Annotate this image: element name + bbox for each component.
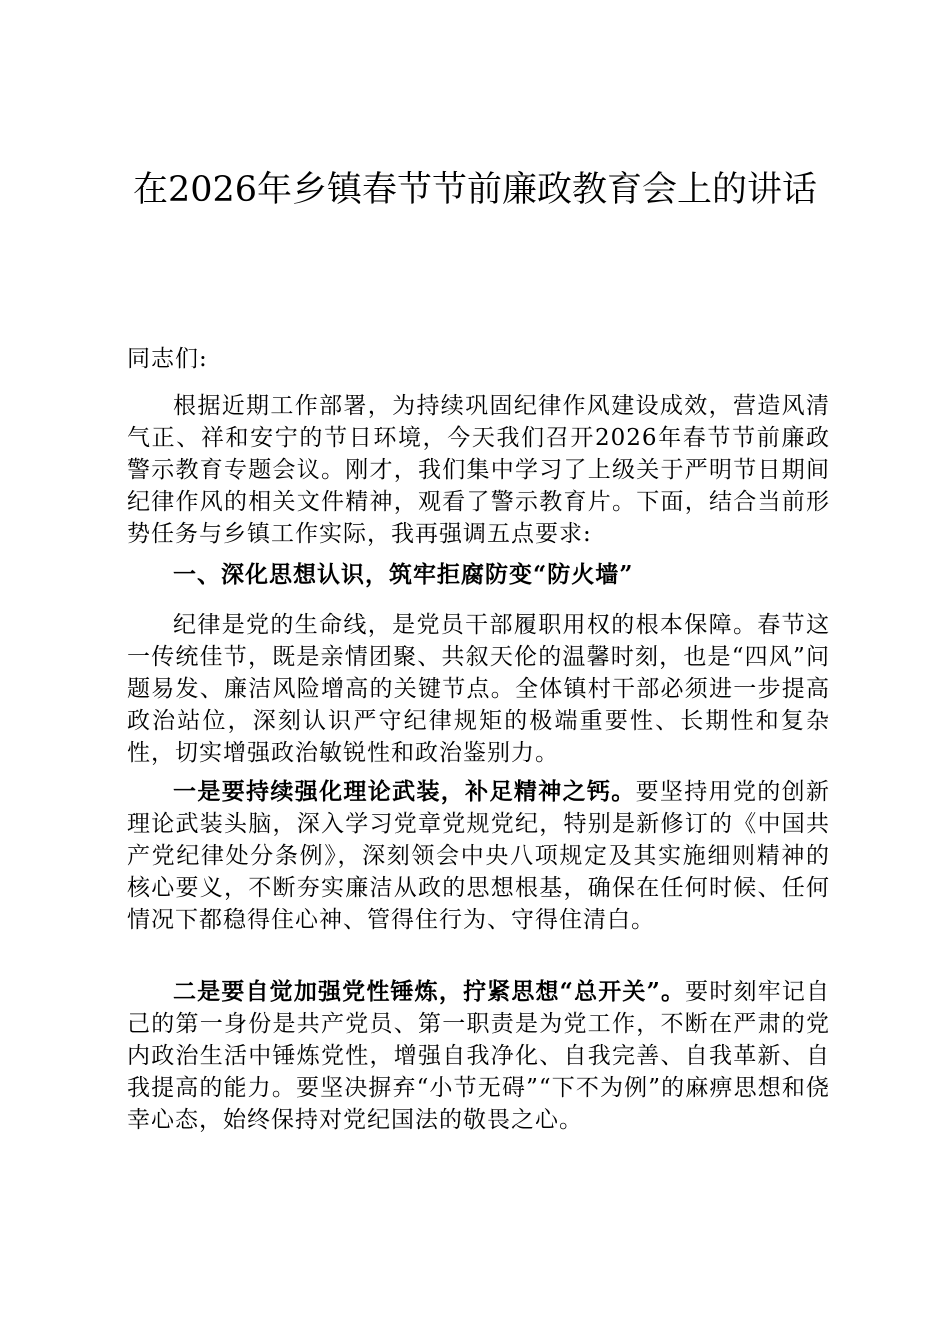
salutation: 同志们: [127, 346, 208, 372]
point-1-lead: 一是要持续强化理论武装，补足精神之钙。 [173, 778, 636, 805]
intro-paragraph: 根据近期工作部署，为持续巩固纪律作风建设成效，营造风清气正、祥和安宁的节日环境，今天我们召开2026年春节节前廉政警示教育专题会议。刚才，我们集中学习了上级关于严明节日期间纪律作风的相关文件精神，观看了警示教育片。下面，结合当前形势任务与乡镇工作实际，我再强调五点要求: [127, 393, 830, 547]
section-1-paragraph: 纪律是党的生命线，是党员干部履职用权的根本保障。春节这一传统佳节，既是亲情团聚、共叙天伦的温馨时刻，也是“四风”问题易发、廉洁风险增高的关键节点。全体镇村干部必须进一步提高政治站位，深刻认识严守纪律规矩的极端重要性、长期性和复杂性，切实增强政治敏锐性和政治鉴别力。 [127, 612, 830, 766]
section-heading-1: 一、深化思想认识，筑牢拒腐防变“防火墙” [173, 561, 634, 588]
point-2-body: 要时刻牢记自己的第一身份是共产党员、第一职责是为党工作，不断在严肃的党内政治生活中锤炼党性，增强自我净化、自我完善、自我革新、自我提高的能力。要坚决摒弃“小节无碍”“下不为例”的麻痹思想和侥幸心态，始终保持对党纪国法的敬畏之心。 [127, 979, 830, 1133]
point-1-body: 要坚持用党的创新理论武装头脑，深入学习党章党规党纪，特别是新修订的《中国共产党纪律处分条例》，深刻领会中央八项规定及其实施细则精神的核心要义，不断夯实廉洁从政的思想根基，确保在任何时候、任何情况下都稳得住心神、管得住行为、守得住清白。 [127, 779, 831, 933]
document-title: 在2026年乡镇春节节前廉政教育会上的讲话 [132, 170, 818, 210]
point-2-lead: 二是要自觉加强党性锤炼，拧紧思想“总开关”。 [173, 978, 686, 1005]
point-2-paragraph [127, 976, 830, 1136]
point-1-paragraph [127, 776, 830, 936]
